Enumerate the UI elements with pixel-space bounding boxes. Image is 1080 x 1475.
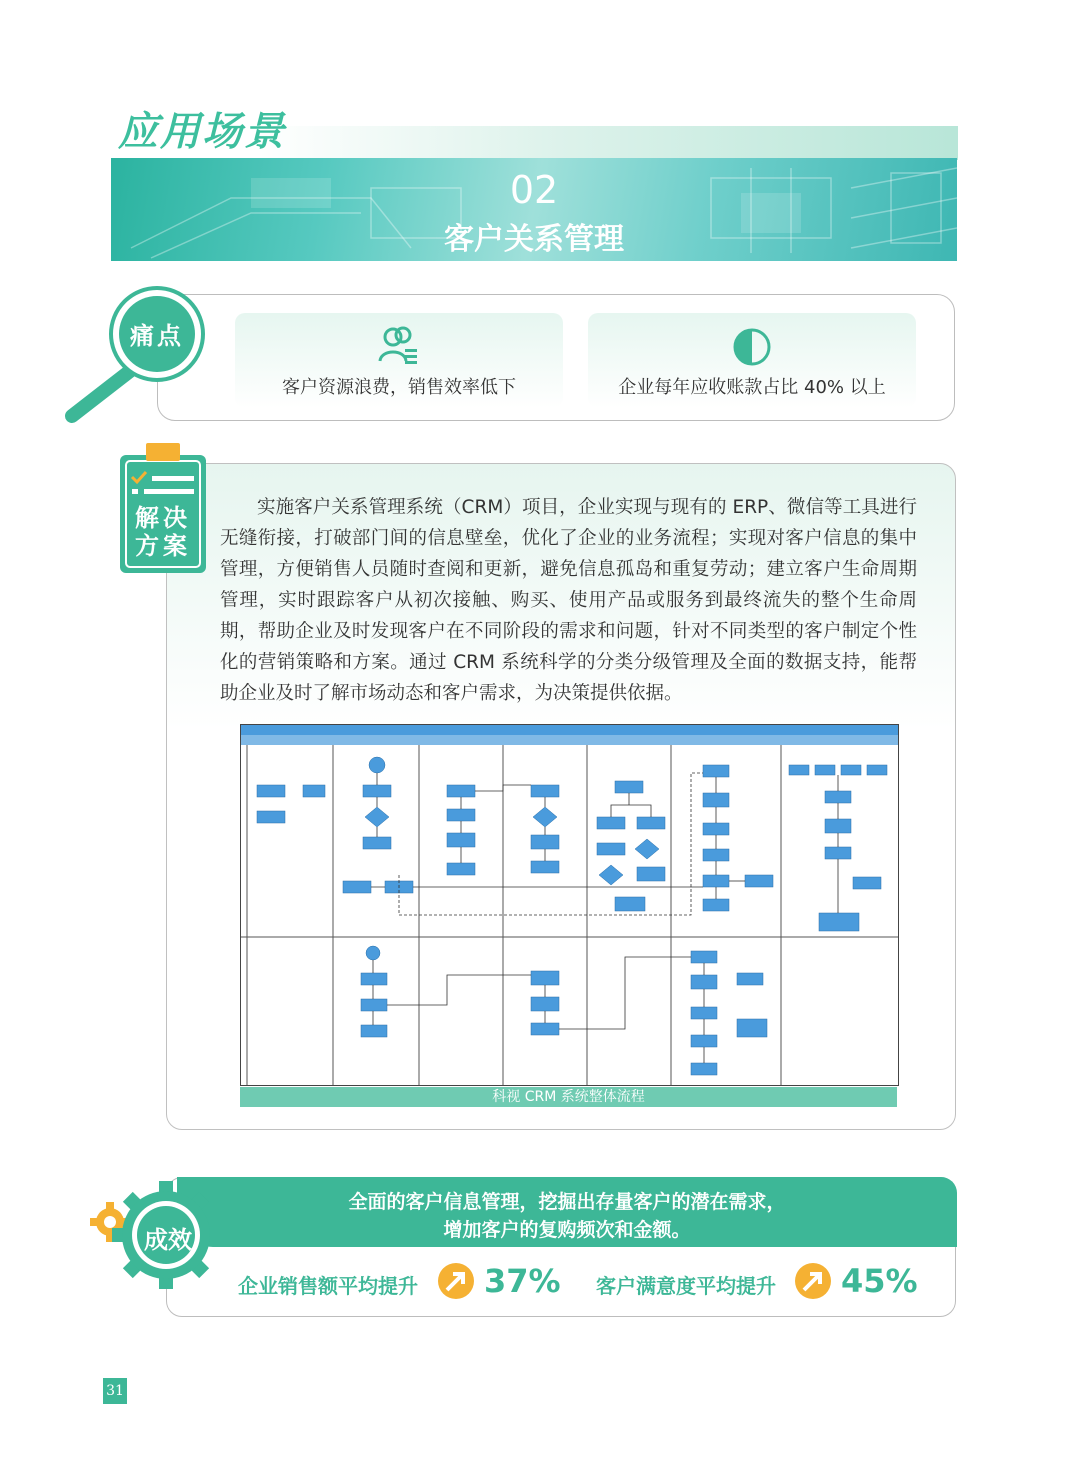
results-label: 成效 xyxy=(144,1226,192,1254)
metric-label: 企业销售额平均提升 xyxy=(238,1274,418,1298)
title-stripe xyxy=(258,126,958,160)
section-banner xyxy=(111,158,957,261)
pain-point-text: 客户资源浪费，销售效率低下 xyxy=(282,377,516,398)
metric-label: 客户满意度平均提升 xyxy=(596,1274,776,1298)
pain-point-text: 企业每年应收账款占比 40% 以上 xyxy=(618,377,886,398)
section-subtitle: 客户关系管理 xyxy=(444,222,624,257)
flow-diagram-caption: 科视 CRM 系统整体流程 xyxy=(240,1087,897,1107)
solution-label xyxy=(124,504,202,560)
section-number: 02 xyxy=(509,168,559,212)
results-headline-band xyxy=(177,1177,957,1247)
section-title: 应用场景 xyxy=(118,109,286,155)
half-circle-chart-icon xyxy=(730,325,774,369)
magnifier-icon xyxy=(60,286,220,426)
pain-point-card xyxy=(235,313,563,408)
pain-point-card xyxy=(588,313,916,408)
results-headline-line2: 增加客户的复购频次和金额。 xyxy=(443,1219,691,1241)
trend-up-icon xyxy=(795,1263,831,1299)
metric-value: 45% xyxy=(841,1262,918,1300)
pain-points-label: 痛点 xyxy=(130,322,184,350)
metric-value: 37% xyxy=(484,1262,561,1300)
solution-description: 实施客户关系管理系统（CRM）项目，企业实现与现有的 ERP、微信等工具进行无缝衔接，打破部门间的信息壁垒，优化了企业的业务流程；实现对客户信息的集中管理，方便销售人员随时查阅和更新，避免信息孤岛和重复劳动；建立客户生命周期管理，实时跟踪客户从初次接触、购买、使用产品或服务到最终流失的整个生命周期，帮助企业及时发现客户在不同阶段的需求和问题，针对不同类型的客户制定个性化的营销策略和方案。通过 CRM 系统科学的分类分级管理及全面的数据支持，能帮助企业及时了解市场动态和客户需求，为决策提供依据。 xyxy=(220,497,917,704)
trend-up-icon xyxy=(438,1263,474,1299)
solution-label-line1: 解决 xyxy=(135,504,191,532)
solution-label-line2: 方案 xyxy=(135,532,191,560)
people-list-icon xyxy=(377,325,421,369)
crm-flow-diagram-graphic xyxy=(241,725,898,1085)
results-headline-line1: 全面的客户信息管理，挖掘出存量客户的潜在需求， xyxy=(348,1191,786,1213)
page-number: 31 xyxy=(103,1378,127,1404)
crm-flow-diagram xyxy=(240,724,899,1086)
